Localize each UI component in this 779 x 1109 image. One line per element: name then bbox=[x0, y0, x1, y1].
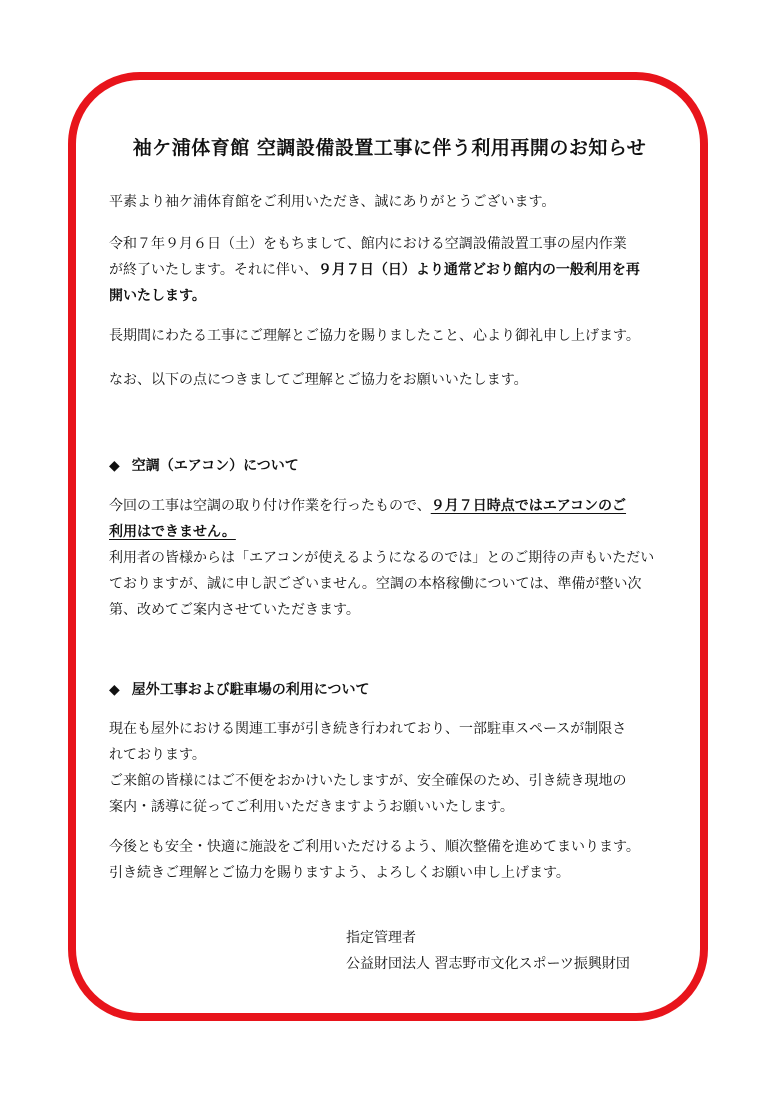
signature-organization: 公益財団法人 習志野市文化スポーツ振興財団 bbox=[346, 956, 630, 972]
diamond-icon: ◆ bbox=[109, 682, 120, 698]
parking-paragraph bbox=[109, 716, 679, 820]
parking-line-2: れております。 bbox=[109, 747, 206, 763]
parking-section-heading bbox=[109, 679, 370, 699]
thanks-paragraph bbox=[109, 323, 679, 349]
aircon-line-5: 第、改めてご案内させていただきます。 bbox=[109, 602, 360, 618]
thanks-text: 長期間にわたる工事にご理解とご協力を賜りましたこと、心より御礼申し上げます。 bbox=[109, 328, 640, 344]
aircon-line-1 bbox=[109, 493, 679, 519]
closing-line-2: 引き続きご理解とご協力を賜りますよう、よろしくお願い申し上げます。 bbox=[109, 865, 570, 881]
notice-title: 袖ケ浦体育館 空調設備設置工事に伴う利用再開のお知らせ bbox=[132, 137, 647, 159]
signature-role: 指定管理者 bbox=[346, 930, 416, 946]
signature-block bbox=[346, 925, 630, 977]
announcement-reopen-date: ９月７日（日）より通常どおり館内の一般利用を再 bbox=[317, 262, 640, 278]
announcement-line-2 bbox=[109, 257, 679, 283]
aircon-line-3: 利用者の皆様からは「エアコンが使えるようになるのでは」とのご期待の声もいただい bbox=[109, 550, 655, 566]
parking-heading-text: 屋外工事および駐車場の利用について bbox=[131, 682, 370, 698]
request-paragraph bbox=[109, 367, 679, 393]
aircon-line-1-normal: 今回の工事は空調の取り付け作業を行ったもので、 bbox=[109, 498, 431, 514]
announcement-line-2-normal: が終了いたします。それに伴い、 bbox=[109, 262, 318, 278]
parking-line-1: 現在も屋外における関連工事が引き続き行われており、一部駐車スペースが制限さ bbox=[109, 721, 627, 737]
aircon-paragraph bbox=[109, 493, 679, 623]
diamond-icon: ◆ bbox=[109, 458, 120, 474]
aircon-section-heading bbox=[109, 455, 299, 475]
aircon-line-2: 利用はできません。 bbox=[109, 524, 236, 540]
parking-line-4: 案内・誘導に従ってご利用いただきますようお願いいたします。 bbox=[109, 799, 514, 815]
aircon-unavailable-notice: ９月７日時点ではエアコンのご bbox=[430, 498, 627, 514]
parking-line-3: ご来館の皆様にはご不便をおかけいたしますが、安全確保のため、引き続き現地の bbox=[109, 773, 627, 789]
greeting-paragraph bbox=[109, 189, 679, 215]
aircon-line-4: ておりますが、誠に申し訳ございません。空調の本格稼働については、準備が整い次 bbox=[109, 576, 642, 592]
announcement-line-3: 開いたします。 bbox=[109, 288, 206, 304]
greeting-text: 平素より袖ケ浦体育館をご利用いただき、誠にありがとうございます。 bbox=[109, 194, 556, 210]
announcement-paragraph bbox=[109, 231, 679, 309]
request-text: なお、以下の点につきましてご理解とご協力をお願いいたします。 bbox=[109, 372, 528, 388]
aircon-heading-text: 空調（エアコン）について bbox=[131, 458, 299, 474]
closing-paragraph bbox=[109, 834, 679, 886]
announcement-line-1: 令和７年９月６日（土）をもちまして、館内における空調設備設置工事の屋内作業 bbox=[109, 236, 627, 252]
closing-line-1: 今後とも安全・快適に施設をご利用いただけるよう、順次整備を進めてまいります。 bbox=[109, 839, 640, 855]
